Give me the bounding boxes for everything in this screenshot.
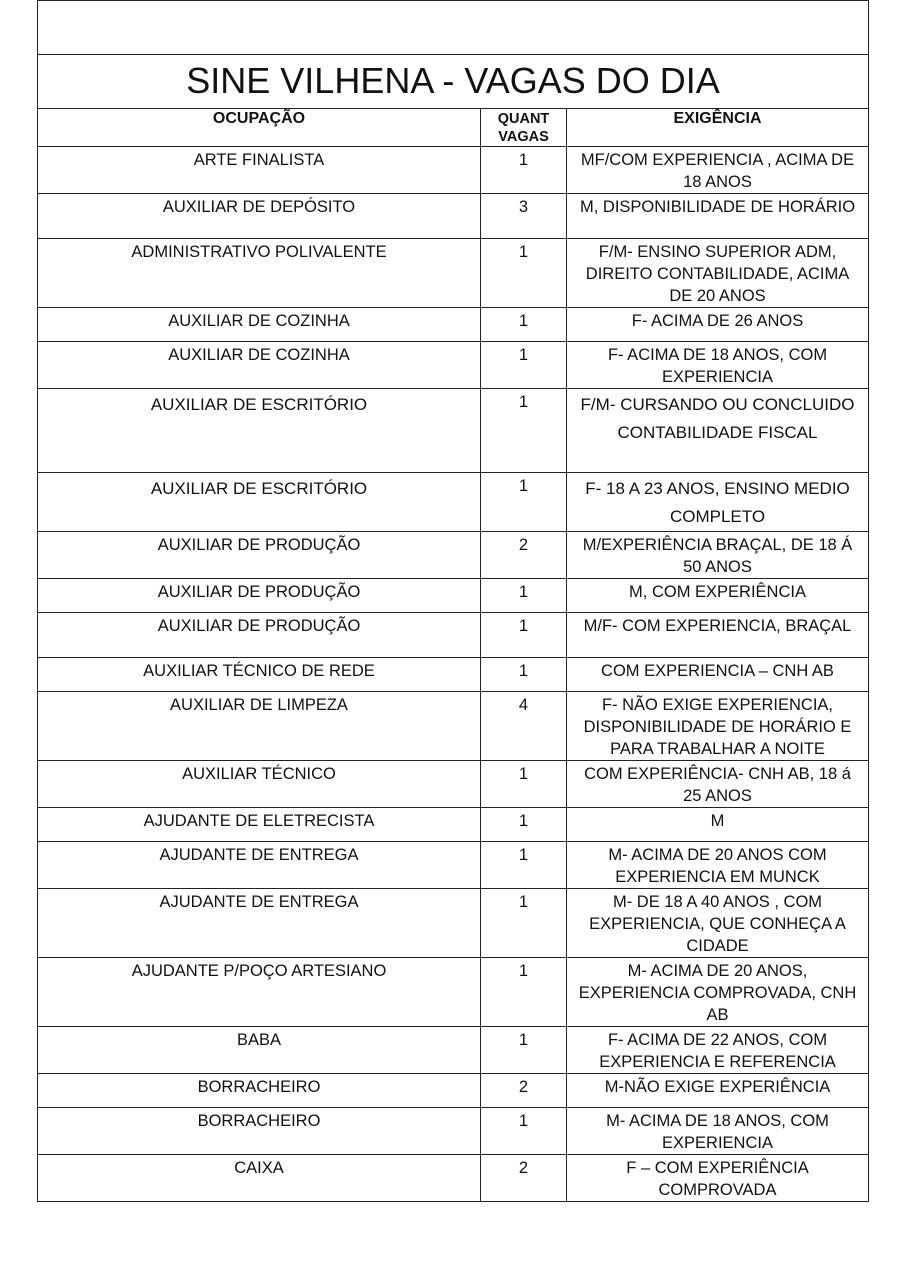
- occupation-cell: [38, 958, 481, 1027]
- header-quantity-line1: QUANT: [497, 111, 550, 127]
- blank-cell: [38, 1, 869, 55]
- occupation-cell: [38, 308, 481, 342]
- occupation-cell: [38, 613, 481, 658]
- occupation-cell: [38, 1155, 481, 1202]
- requirement-cell: [567, 579, 869, 613]
- requirement-text: COM EXPERIENCIA – CNH AB: [601, 662, 834, 680]
- quantity-cell: 1: [481, 1027, 567, 1074]
- requirement-text: COM EXPERIÊNCIA- CNH AB, 18 á 25 ANOS: [584, 765, 851, 805]
- occupation-label: AUXILIAR DE COZINHA: [168, 346, 350, 364]
- requirement-text: F/M- ENSINO SUPERIOR ADM, DIREITO CONTABILIDADE, ACIMA DE 20 ANOS: [585, 243, 850, 305]
- requirement-cell: [567, 613, 869, 658]
- occupation-cell: [38, 342, 481, 389]
- occupation-label: AUXILIAR DE PRODUÇÃO: [157, 617, 361, 635]
- requirement-cell: [567, 239, 869, 308]
- occupation-cell: [38, 692, 481, 761]
- requirement-cell: [567, 147, 869, 194]
- requirement-cell: [567, 342, 869, 389]
- table-row: [38, 761, 869, 808]
- occupation-label: AUXILIAR DE COZINHA: [168, 312, 350, 330]
- requirement-cell: [567, 1108, 869, 1155]
- occupation-label: AUXILIAR DE PRODUÇÃO: [157, 583, 361, 601]
- occupation-label: CAIXA: [234, 1159, 284, 1177]
- occupation-cell: [38, 842, 481, 889]
- title-row: [38, 55, 869, 109]
- requirement-text: M- DE 18 A 40 ANOS , COM EXPERIENCIA, QUE CONHEÇA A CIDADE: [589, 893, 846, 955]
- quantity-cell: 1: [481, 239, 567, 308]
- table-row: [38, 658, 869, 692]
- requirement-cell: [567, 532, 869, 579]
- occupation-label: AUXILIAR TÉCNICO DE REDE: [143, 662, 375, 680]
- quantity-cell: 1: [481, 808, 567, 842]
- table-row: [38, 808, 869, 842]
- requirement-cell: [567, 1027, 869, 1074]
- requirement-text: M- ACIMA DE 20 ANOS, EXPERIENCIA COMPROVADA, CNH AB: [578, 962, 857, 1024]
- occupation-label: AJUDANTE DE ENTREGA: [159, 846, 359, 864]
- quantity-cell: 1: [481, 308, 567, 342]
- header-row: [38, 109, 869, 147]
- occupation-cell: [38, 194, 481, 239]
- requirement-cell: [567, 808, 869, 842]
- header-requirement: EXIGÊNCIA: [567, 109, 869, 147]
- header-quantity-line2: VAGAS: [498, 129, 549, 145]
- occupation-label: AUXILIAR DE ESCRITÓRIO: [150, 395, 368, 414]
- occupation-label: AJUDANTE DE ENTREGA: [159, 893, 359, 911]
- requirement-text: MF/COM EXPERIENCIA , ACIMA DE 18 ANOS: [580, 151, 855, 191]
- requirement-text: M/F- COM EXPERIENCIA, BRAÇAL: [583, 617, 852, 635]
- occupation-cell: [38, 147, 481, 194]
- occupation-label: BORRACHEIRO: [197, 1112, 321, 1130]
- occupation-cell: [38, 658, 481, 692]
- table-row: [38, 239, 869, 308]
- occupation-cell: [38, 808, 481, 842]
- occupation-cell: [38, 889, 481, 958]
- occupation-label: AJUDANTE P/POÇO ARTESIANO: [131, 962, 387, 980]
- occupation-cell: [38, 1027, 481, 1074]
- requirement-text: F- 18 A 23 ANOS, ENSINO MEDIO COMPLETO: [585, 479, 850, 526]
- requirement-text: F/M- CURSANDO OU CONCLUIDO CONTABILIDADE FISCAL: [580, 395, 855, 442]
- requirement-cell: [567, 842, 869, 889]
- occupation-label: ARTE FINALISTA: [193, 151, 325, 169]
- occupation-label: BORRACHEIRO: [197, 1078, 321, 1096]
- quantity-cell: 1: [481, 147, 567, 194]
- occupation-cell: [38, 579, 481, 613]
- occupation-label: AUXILIAR TÉCNICO: [182, 765, 336, 783]
- quantity-cell: 1: [481, 658, 567, 692]
- requirement-text: F- ACIMA DE 26 ANOS: [631, 312, 804, 330]
- quantity-cell: 1: [481, 342, 567, 389]
- requirement-text: M- ACIMA DE 20 ANOS COM EXPERIENCIA EM MUNCK: [608, 846, 827, 886]
- table-row: [38, 147, 869, 194]
- occupation-label: AUXILIAR DE DEPÓSITO: [162, 198, 356, 216]
- table-row: [38, 194, 869, 239]
- header-quantity: [481, 109, 567, 147]
- occupation-label: AJUDANTE DE ELETRECISTA: [143, 812, 375, 830]
- quantity-cell: 2: [481, 1074, 567, 1108]
- quantity-cell: 1: [481, 1108, 567, 1155]
- requirement-text: F- ACIMA DE 22 ANOS, COM EXPERIENCIA E REFERENCIA: [599, 1031, 836, 1071]
- occupation-label: AUXILIAR DE ESCRITÓRIO: [150, 479, 368, 498]
- quantity-cell: 1: [481, 613, 567, 658]
- header-occupation: OCUPAÇÃO: [38, 109, 481, 147]
- occupation-label: BABA: [236, 1031, 282, 1049]
- quantity-cell: 3: [481, 194, 567, 239]
- requirement-text: M/EXPERIÊNCIA BRAÇAL, DE 18 Á 50 ANOS: [582, 536, 853, 576]
- occupation-cell: [38, 239, 481, 308]
- occupation-cell: [38, 532, 481, 579]
- job-vacancies-table: [37, 0, 869, 1202]
- requirement-cell: [567, 761, 869, 808]
- requirement-text: M: [710, 812, 725, 830]
- occupation-cell: [38, 1108, 481, 1155]
- quantity-cell: 1: [481, 473, 567, 532]
- requirement-text: F- ACIMA DE 18 ANOS, COM EXPERIENCIA: [607, 346, 828, 386]
- table-row: [38, 532, 869, 579]
- requirement-cell: [567, 308, 869, 342]
- table-row: [38, 692, 869, 761]
- requirement-cell: [567, 658, 869, 692]
- table-row: [38, 842, 869, 889]
- quantity-cell: 1: [481, 579, 567, 613]
- occupation-cell: [38, 761, 481, 808]
- requirement-cell: [567, 1155, 869, 1202]
- table-row: [38, 1027, 869, 1074]
- quantity-cell: 1: [481, 842, 567, 889]
- quantity-cell: 1: [481, 958, 567, 1027]
- requirement-text: M- ACIMA DE 18 ANOS, COM EXPERIENCIA: [606, 1112, 829, 1152]
- table-row: [38, 473, 869, 532]
- requirement-cell: [567, 958, 869, 1027]
- requirement-cell: [567, 473, 869, 532]
- page-title: SINE VILHENA - VAGAS DO DIA: [38, 55, 869, 109]
- table-row: [38, 579, 869, 613]
- requirement-cell: [567, 1074, 869, 1108]
- quantity-cell: 1: [481, 389, 567, 473]
- requirement-cell: [567, 889, 869, 958]
- occupation-label: AUXILIAR DE PRODUÇÃO: [157, 536, 361, 554]
- table-row: [38, 342, 869, 389]
- table-row: [38, 1108, 869, 1155]
- occupation-cell: [38, 473, 481, 532]
- table-row: [38, 389, 869, 473]
- quantity-cell: 4: [481, 692, 567, 761]
- requirement-text: F- NÃO EXIGE EXPERIENCIA, DISPONIBILIDADE DE HORÁRIO E PARA TRABALHAR A NOITE: [583, 696, 852, 758]
- table-row: [38, 958, 869, 1027]
- quantity-cell: 2: [481, 1155, 567, 1202]
- quantity-cell: 1: [481, 761, 567, 808]
- table-row: [38, 308, 869, 342]
- requirement-cell: [567, 194, 869, 239]
- requirement-text: M, DISPONIBILIDADE DE HORÁRIO: [579, 198, 856, 216]
- blank-top-row: [38, 1, 869, 55]
- requirement-text: M-NÃO EXIGE EXPERIÊNCIA: [604, 1078, 831, 1096]
- occupation-cell: [38, 1074, 481, 1108]
- table-row: [38, 889, 869, 958]
- requirement-cell: [567, 389, 869, 473]
- requirement-text: F – COM EXPERIÊNCIA COMPROVADA: [626, 1159, 809, 1199]
- requirement-cell: [567, 692, 869, 761]
- table-row: [38, 613, 869, 658]
- table-row: [38, 1074, 869, 1108]
- table-row: [38, 1155, 869, 1202]
- occupation-cell: [38, 389, 481, 473]
- requirement-text: M, COM EXPERIÊNCIA: [629, 583, 806, 601]
- quantity-cell: 1: [481, 889, 567, 958]
- occupation-label: AUXILIAR DE LIMPEZA: [170, 696, 348, 714]
- quantity-cell: 2: [481, 532, 567, 579]
- occupation-label: ADMINISTRATIVO POLIVALENTE: [131, 243, 387, 261]
